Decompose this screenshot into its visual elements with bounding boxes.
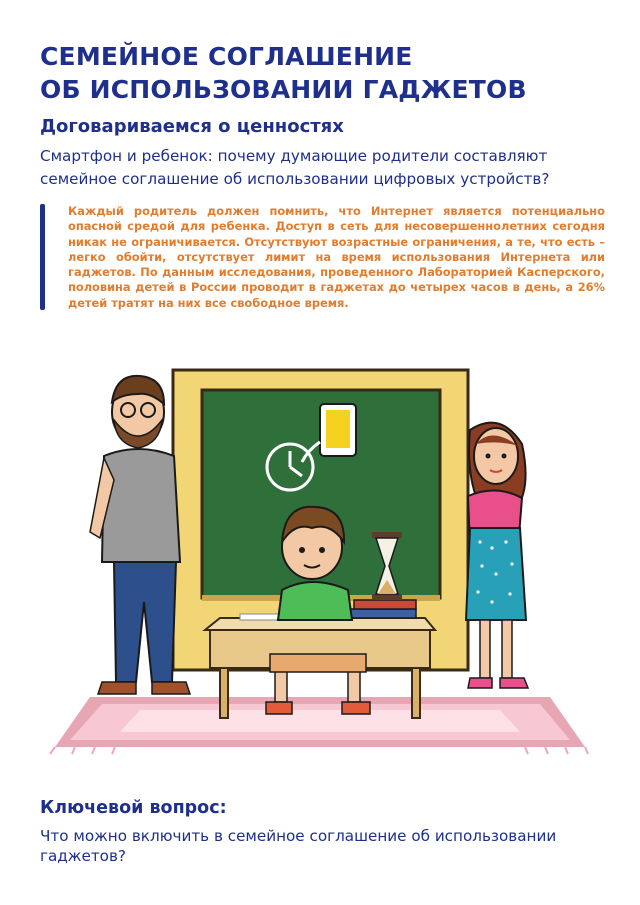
page-title-line-1: СЕМЕЙНОЕ СОГЛАШЕНИЕ <box>40 42 413 71</box>
rug <box>50 697 588 754</box>
mother-figure <box>466 423 528 688</box>
lead-paragraph: Смартфон и ребенок: почему думающие родители составляют семейное соглашение об использовании цифровых устройств? <box>40 147 550 188</box>
key-question-text: Что можно включить в семейное соглашение об использовании гаджетов? <box>40 827 557 865</box>
page-subtitle: Договариваемся о ценностях <box>40 116 344 137</box>
page-title <box>40 40 620 106</box>
key-question-title: Ключевой вопрос: <box>40 798 227 818</box>
books <box>350 600 416 618</box>
page-title-line-2: ОБ ИСПОЛЬЗОВАНИИ ГАДЖЕТОВ <box>40 75 527 104</box>
quote-paragraph: Каждый родитель должен помнить, что Интернет является потенциально опасной средой для ребенка. Доступ в сеть для несовершеннолетних сегодня никак не ограничивается. Отсутствуют возрастные ограничения, а те, что есть – легко обойти, отсутствует лимит на время использования Интернета или гаджетов. По данным исследования, проведенного Лабораторией Касперского, половина детей в России проводит в гаджетах до четырех часов в день, а 26% детей тратят на них все свободное время. <box>68 204 605 310</box>
quote-accent-bar <box>40 204 45 310</box>
smartphone-icon <box>320 404 356 456</box>
family-classroom-illustration <box>30 352 610 762</box>
